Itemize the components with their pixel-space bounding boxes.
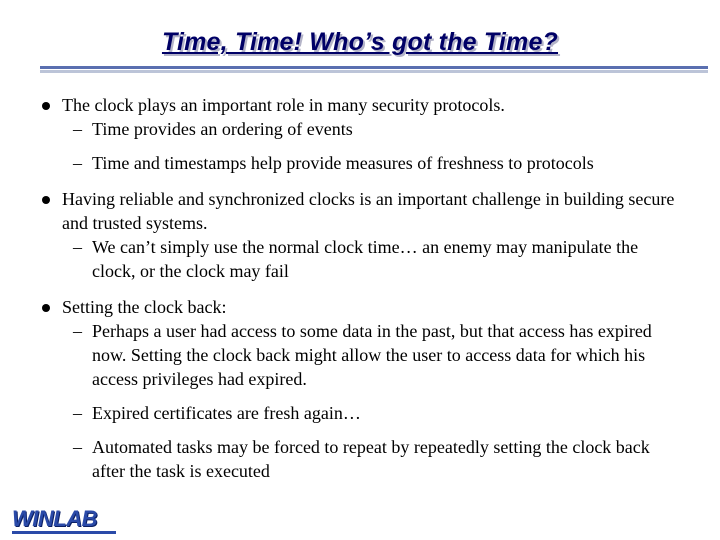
sub-bullet-item [40, 151, 680, 175]
slide-body [40, 93, 680, 483]
sub-bullet-text: Time provides an ordering of events [92, 119, 353, 139]
dash-marker: – [73, 437, 82, 457]
sub-bullet-item [40, 235, 680, 283]
dash-marker: – [73, 153, 82, 173]
winlab-logo [12, 508, 120, 538]
sub-bullet-text: Perhaps a user had access to some data in the past, but that access has expired now. Setting the clock back might allow the user to access data for which his access privileges had expired. [92, 321, 652, 389]
bullet-text: The clock plays an important role in many security protocols. [62, 95, 505, 115]
sub-bullet-item [40, 401, 680, 425]
logo-underline [12, 531, 116, 534]
bullet-dot-icon [42, 304, 50, 312]
bullet-dot-icon [42, 196, 50, 204]
sub-bullet-text: Expired certificates are fresh again… [92, 403, 361, 423]
sub-bullet-text: Time and timestamps help provide measures of freshness to protocols [92, 153, 594, 173]
title-rule [40, 66, 708, 69]
title-rule-shadow [40, 70, 708, 73]
bullet-text: Having reliable and synchronized clocks is an important challenge in building secure and trusted systems. [62, 189, 675, 233]
sub-bullet-text: Automated tasks may be forced to repeat by repeatedly setting the clock back after the task is executed [92, 437, 650, 481]
dash-marker: – [73, 119, 82, 139]
sub-bullet-item [40, 319, 680, 391]
dash-marker: – [73, 237, 82, 257]
slide-title: Time, Time! Who’s got the Time? [161, 28, 559, 56]
sub-bullet-item [40, 117, 680, 141]
bullet-item [40, 295, 680, 319]
sub-bullet-text: We can’t simply use the normal clock time… an enemy may manipulate the clock, or the clock may fail [92, 237, 639, 281]
bullet-item [40, 187, 680, 235]
dash-marker: – [73, 403, 82, 423]
bullet-dot-icon [42, 102, 50, 110]
logo-wordmark: WINLAB [12, 506, 97, 531]
sub-bullet-item [40, 435, 680, 483]
bullet-text: Setting the clock back: [62, 297, 227, 317]
dash-marker: – [73, 321, 82, 341]
bullet-item [40, 93, 680, 117]
